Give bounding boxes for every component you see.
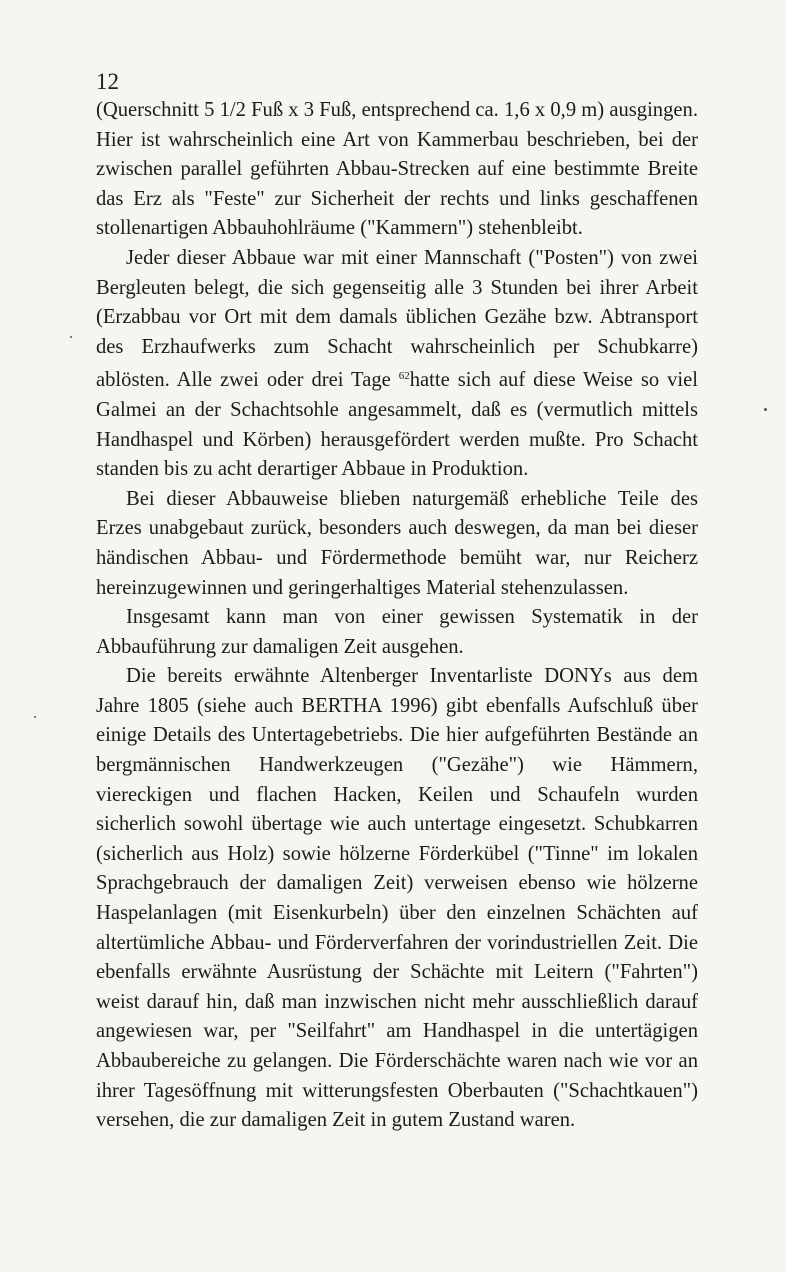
paragraph-1: (Querschnitt 5 1/2 Fuß x 3 Fuß, entsprechend ca. 1,6 x 0,9 m) ausgingen. Hier ist wahrscheinlich eine Art von Kammerbau beschrieben, bei der zwischen parallel geführten Abbau-Strecken auf eine bestimmte Breite das Erz als "Feste" zur Sicherheit der rechts und links geschaffenen stollenartigen Abbauhohlräume ("Kammern") stehenbleibt. bbox=[96, 99, 698, 240]
paragraph-4: Insgesamt kann man von einer gewissen Systematik in der Abbauführung zur damaligen Zeit ausgehen. bbox=[96, 606, 698, 658]
page-number: 12 bbox=[96, 69, 119, 94]
paragraph-2-part-2: hatte sich auf diese Weise so viel Galmei an der Schachtsohle angesammelt, daß es (vermutlich mittels Handhaspel und Körben) herausgefördert werden mußte. Pro Schacht standen bis zu acht derartiger Abbaue in Produktion. bbox=[96, 369, 698, 481]
footnote-marker[interactable]: 62 bbox=[398, 370, 410, 383]
paragraph-3: Bei dieser Abbauweise blieben naturgemäß erhebliche Teile des Erzes unabgebaut zurück, besonders auch deswegen, da man bei dieser händischen Abbau- und Fördermethode bemüht war, nur Reicherz hereinzugewinnen und geringerhaltiges Material stehenzulassen. bbox=[96, 487, 698, 599]
paragraph-5: Die bereits erwähnte Altenberger Inventarliste DONYs aus dem Jahre 1805 (siehe auch BERTHA 1996) gibt ebenfalls Aufschluß über einige Details des Untertagebetriebs. Die hier aufgeführten Bestände an bergmännischen Handwerkzeugen ("Gezähe") wie Hämmern, viereckigen und flachen Hacken, Keilen und Schaufeln wurden sicherlich sowohl übertage wie auch untertage eingesetzt. Schubkarren (sicherlich aus Holz) sowie hölzerne Förderkübel ("Tinne" im lokalen Sprachgebrauch der damaligen Zeit) verweisen ebenso wie hölzerne Haspelanlagen (mit Eisenkurbeln) über den einzelnen Schächten auf altertümliche Abbau- und Förderverfahren der vorindustriellen Zeit. Die ebenfalls erwähnte Ausrüstung der Schächte mit Leitern ("Fahrten") weist darauf hin, daß man inzwischen nicht mehr ausschließlich darauf angewiesen war, per "Seilfahrt" am Handhaspel in die untertägigen Abbaubereiche zu gelangen. Die Förderschächte waren nach wie vor an ihrer Tagesöffnung mit witterungsfesten Oberbauten ("Schachtkauen") versehen, die zur damaligen Zeit in gutem Zustand waren. bbox=[96, 665, 698, 1132]
paragraph-2-part-1: Jeder dieser Abbaue war mit einer Mannschaft ("Posten") von zwei Bergleuten belegt, die sich gegenseitig alle 3 Stunden bei ihrer Arbeit (Erzabbau vor Ort mit dem damals üblichen Gezähe bzw. Abtransport des Erzhaufwerks zum Schacht wahrscheinlich per Schubkarre) ablösten. Alle zwei oder drei Tage bbox=[96, 246, 698, 392]
scan-speck bbox=[34, 716, 36, 718]
body-text bbox=[96, 96, 698, 1136]
scan-speck bbox=[70, 336, 72, 338]
paragraph-2 bbox=[96, 244, 698, 485]
scan-speck bbox=[764, 408, 767, 411]
